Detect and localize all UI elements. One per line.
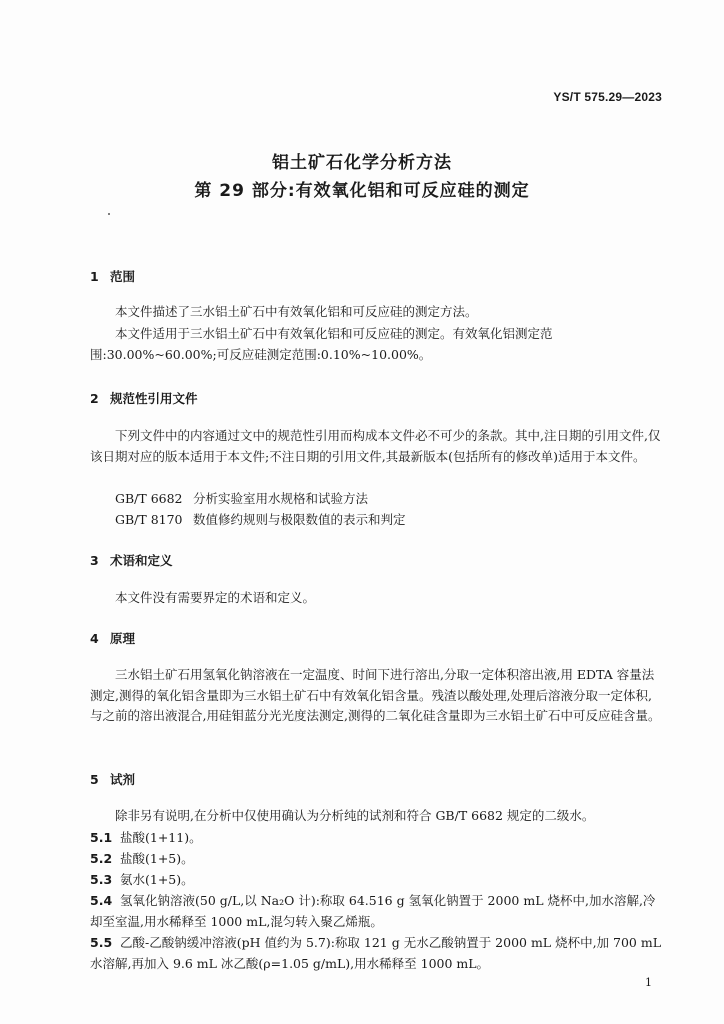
section-4-paragraph-1: 三水铝土矿石用氢氧化钠溶液在一定温度、时间下进行溶出,分取一定体积溶出液,用 EDTA 容量法测定,测得的氧化铝含量即为三水铝土矿石中有效氧化铝含量。残渣以酸处理,处理后溶液分取一定体积,与之前的溶出液混合,用硅钼蓝分光光度法测定,测得的二氧化硅含量即为三水铝土矿石中可反应硅含量。 (90, 667, 661, 723)
document-title-line2: 第 29 部分:有效氧化铝和可反应硅的测定 (194, 181, 530, 201)
normative-reference (115, 510, 406, 528)
section-title: 规范性引用文件 (110, 391, 198, 406)
section-2-paragraph-1: 下列文件中的内容通过文中的规范性引用而构成本文件必不可少的条款。其中,注日期的引用文件,仅该日期对应的版本适用于本文件;不注日期的引用文件,其最新版本(包括所有的修改单)适用于本文件。 (90, 428, 661, 464)
item-number: 5.3 (90, 872, 113, 887)
section-3-paragraph-1: 本文件没有需要界定的术语和定义。 (115, 590, 316, 605)
section-number: 2 (90, 391, 99, 406)
section-1-heading (90, 267, 135, 285)
reagent-item (90, 848, 664, 869)
section-4-heading (90, 629, 135, 647)
section-number: 4 (90, 631, 99, 646)
section-title: 术语和定义 (110, 553, 173, 568)
item-number: 5.4 (90, 893, 113, 908)
document-title-line1: 铝土矿石化学分析方法 (272, 153, 452, 173)
section-number: 5 (90, 772, 99, 787)
item-text: 盐酸(1+11)。 (120, 830, 202, 845)
normative-reference (115, 489, 368, 507)
reference-code: GB/T 6682 (115, 491, 183, 506)
item-text: 盐酸(1+5)。 (120, 851, 194, 866)
section-5-heading (90, 770, 135, 788)
item-number: 5.1 (90, 830, 113, 845)
page-number: 1 (645, 976, 652, 989)
reference-title: 数值修约规则与极限数值的表示和判定 (193, 512, 406, 527)
section-1-paragraph-2: 本文件适用于三水铝土矿石中有效氧化铝和可反应硅的测定。有效氧化铝测定范围:30.00%~60.00%;可反应硅测定范围:0.10%~10.00%。 (90, 326, 553, 362)
section-1-paragraph-1: 本文件描述了三水铝土矿石中有效氧化铝和可反应硅的测定方法。 (115, 304, 478, 319)
item-text: 氨水(1+5)。 (120, 872, 194, 887)
section-number: 1 (90, 269, 99, 284)
section-number: 3 (90, 553, 99, 568)
section-3-heading (90, 551, 173, 569)
section-title: 范围 (110, 269, 136, 284)
reagent-item (90, 869, 664, 890)
section-title: 原理 (110, 631, 136, 646)
item-text: 乙酸-乙酸钠缓冲溶液(pH 值约为 5.7):称取 121 g 无水乙酸钠置于 2000 mL 烧杯中,加 700 mL水溶解,再加入 9.6 mL 冰乙酸(ρ=1.05 g/mL),用水稀释至 1000 mL。 (90, 935, 662, 971)
stray-mark (108, 213, 110, 215)
section-5-paragraph-1: 除非另有说明,在分析中仅使用确认为分析纯的试剂和符合 GB/T 6682 规定的二级水。 (115, 808, 595, 823)
reference-title: 分析实验室用水规格和试验方法 (193, 491, 369, 506)
section-2-heading (90, 389, 198, 407)
item-number: 5.5 (90, 935, 113, 950)
section-title: 试剂 (110, 772, 136, 787)
reagent-item (90, 890, 664, 932)
reference-code: GB/T 8170 (115, 512, 183, 527)
reagent-item (90, 932, 664, 974)
reagent-item (90, 827, 664, 848)
item-number: 5.2 (90, 851, 113, 866)
standard-code: YS/T 575.29—2023 (553, 90, 662, 104)
item-text: 氢氧化钠溶液(50 g/L,以 Na₂O 计):称取 64.516 g 氢氧化钠置于 2000 mL 烧杯中,加水溶解,冷却至室温,用水稀释至 1000 mL,混匀转入聚乙烯瓶。 (90, 893, 656, 929)
